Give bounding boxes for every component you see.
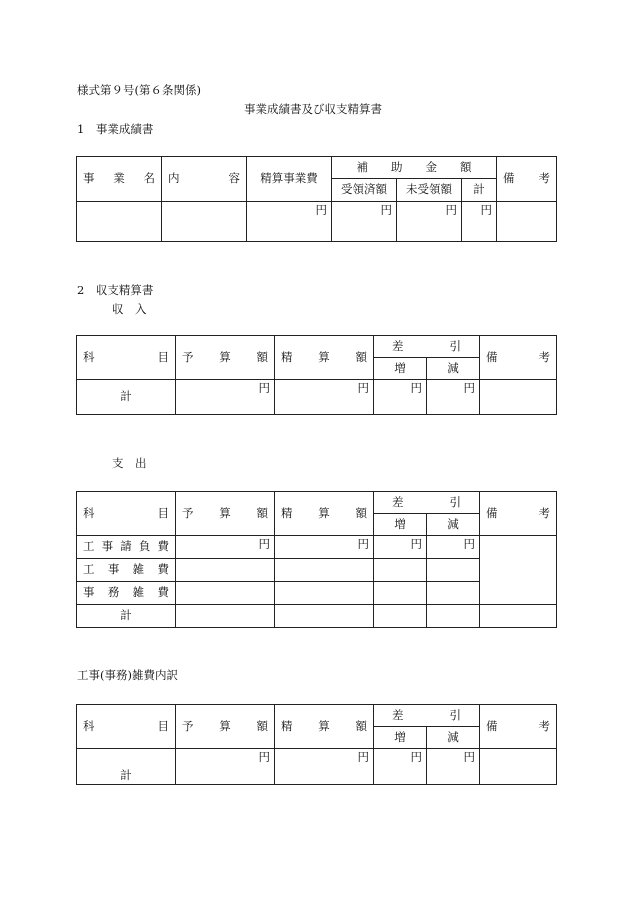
col-header-received: 受領済額 [332, 179, 397, 202]
yen-cell: 円 [374, 536, 427, 559]
col-header-remarks: 備 考 [480, 705, 557, 749]
expense-table [76, 491, 557, 628]
table-row [77, 202, 557, 242]
form-label: 様式第９号(第６条関係) [77, 83, 201, 97]
yen-cell: 円 [427, 749, 480, 785]
col-header-settled: 精 算 額 [275, 705, 374, 749]
col-header-business-name: 事 業 名 [77, 157, 162, 202]
cell [480, 380, 557, 415]
col-header-decrease: 減 [427, 727, 480, 749]
section1-heading: 1 事業成績書 [77, 122, 154, 136]
row-label-construction: 工事請負費 [77, 536, 176, 559]
yen-cell: 円 [275, 749, 374, 785]
col-header-increase: 増 [374, 514, 427, 536]
col-header-decrease: 減 [427, 514, 480, 536]
cell [480, 749, 557, 785]
col-header-remarks: 備 考 [480, 492, 557, 536]
cell [176, 582, 275, 605]
col-header-unreceived: 未受領額 [397, 179, 462, 202]
col-header-difference: 差 引 [374, 492, 480, 514]
yen-cell: 円 [332, 202, 397, 242]
row-label-office-misc: 事 務 雑 費 [77, 582, 176, 605]
remarks-cell [480, 536, 557, 605]
yen-cell: 円 [397, 202, 462, 242]
breakdown-heading: 工事(事務)雑費内訳 [77, 668, 178, 682]
cell [162, 202, 247, 242]
income-label: 収 入 [112, 302, 147, 316]
col-header-budget: 予 算 額 [176, 705, 275, 749]
table-row [77, 605, 557, 628]
cell [77, 202, 162, 242]
col-header-settled: 精 算 額 [275, 492, 374, 536]
col-header-difference: 差 引 [374, 336, 480, 358]
cell [374, 559, 427, 582]
col-header-remarks: 備 考 [480, 336, 557, 380]
cell [374, 605, 427, 628]
income-table [76, 335, 557, 415]
col-header-difference: 差 引 [374, 705, 480, 727]
row-label-total: 計 [77, 605, 176, 628]
cell [497, 202, 557, 242]
yen-cell: 円 [374, 380, 427, 415]
row-label-total: 計 [77, 749, 176, 785]
yen-cell: 円 [427, 380, 480, 415]
cell [275, 605, 374, 628]
yen-cell: 円 [462, 202, 497, 242]
col-header-budget: 予 算 額 [176, 492, 275, 536]
cell [176, 559, 275, 582]
col-header-item: 科 目 [77, 336, 176, 380]
yen-cell: 円 [374, 749, 427, 785]
expense-label: 支 出 [112, 456, 147, 470]
table-row [77, 536, 557, 559]
section2-heading: 2 収支精算書 [77, 283, 154, 297]
yen-cell: 円 [427, 536, 480, 559]
business-results-table [76, 156, 557, 242]
col-header-increase: 増 [374, 727, 427, 749]
cell [427, 559, 480, 582]
col-header-total: 計 [462, 179, 497, 202]
col-header-decrease: 減 [427, 358, 480, 380]
col-header-increase: 増 [374, 358, 427, 380]
col-header-content: 内 容 [162, 157, 247, 202]
cell [176, 605, 275, 628]
cell [480, 605, 557, 628]
yen-cell: 円 [176, 749, 275, 785]
breakdown-table [76, 704, 557, 785]
yen-cell: 円 [275, 536, 374, 559]
document-title: 事業成績書及び収支精算書 [244, 102, 382, 116]
row-label-construction-misc: 工 事 雑 費 [77, 559, 176, 582]
cell [275, 582, 374, 605]
yen-cell: 円 [176, 380, 275, 415]
col-header-item: 科 目 [77, 705, 176, 749]
col-header-item: 科 目 [77, 492, 176, 536]
table-row [77, 749, 557, 785]
col-header-subsidy-amount: 補 助 金 額 [332, 157, 497, 179]
col-header-settled: 精 算 額 [275, 336, 374, 380]
col-header-settled-cost: 精算事業費 [247, 157, 332, 202]
cell [427, 605, 480, 628]
table-row [77, 380, 557, 415]
yen-cell: 円 [275, 380, 374, 415]
col-header-budget: 予 算 額 [176, 336, 275, 380]
cell [275, 559, 374, 582]
col-header-remarks: 備 考 [497, 157, 557, 202]
yen-cell: 円 [176, 536, 275, 559]
cell [374, 582, 427, 605]
yen-cell: 円 [247, 202, 332, 242]
row-label-total: 計 [77, 380, 176, 415]
cell [427, 582, 480, 605]
